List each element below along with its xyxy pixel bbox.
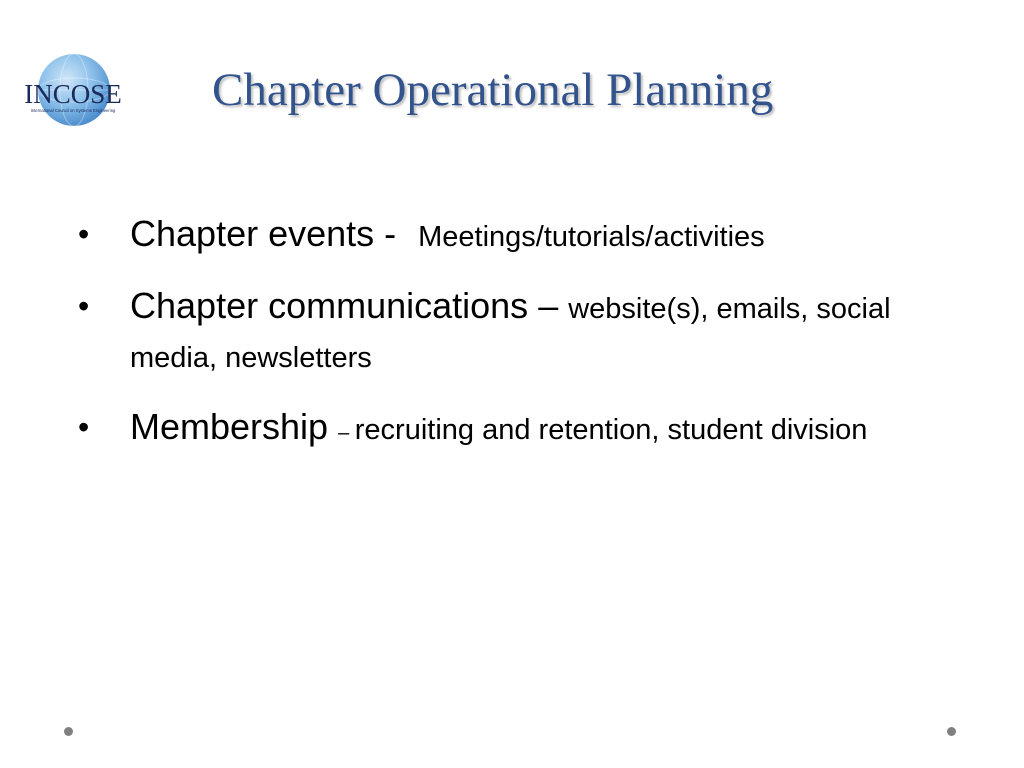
bullet-list (78, 212, 938, 477)
bullet-detail: recruiting and retention, student division (354, 414, 868, 446)
bullet-detail: website(s), emails, social media, newsletters (130, 293, 891, 374)
logo-wordmark: INCOSE (24, 79, 122, 109)
corner-dot-left (64, 727, 73, 736)
bullet-item-communications (78, 284, 938, 385)
bullet-detail: Meetings/tutorials/activities (418, 221, 765, 253)
bullet-marker: • (78, 288, 90, 324)
bullet-lead: Chapter events - (130, 213, 407, 254)
incose-globe-icon (10, 50, 136, 130)
bullet-marker: • (78, 409, 90, 445)
bullet-separator: – (538, 285, 569, 326)
logo-subtitle: International Council on Systems Engineering (30, 108, 116, 113)
slide-title: Chapter Operational Planning (212, 64, 774, 116)
bullet-lead: Chapter communications (130, 285, 539, 326)
bullet-item-membership (78, 405, 938, 457)
bullet-item-events (78, 212, 938, 264)
corner-dot-right (947, 727, 956, 736)
incose-logo (10, 50, 136, 130)
bullet-separator: – (338, 422, 355, 444)
bullet-marker: • (78, 216, 90, 252)
bullet-lead: Membership (130, 406, 339, 447)
